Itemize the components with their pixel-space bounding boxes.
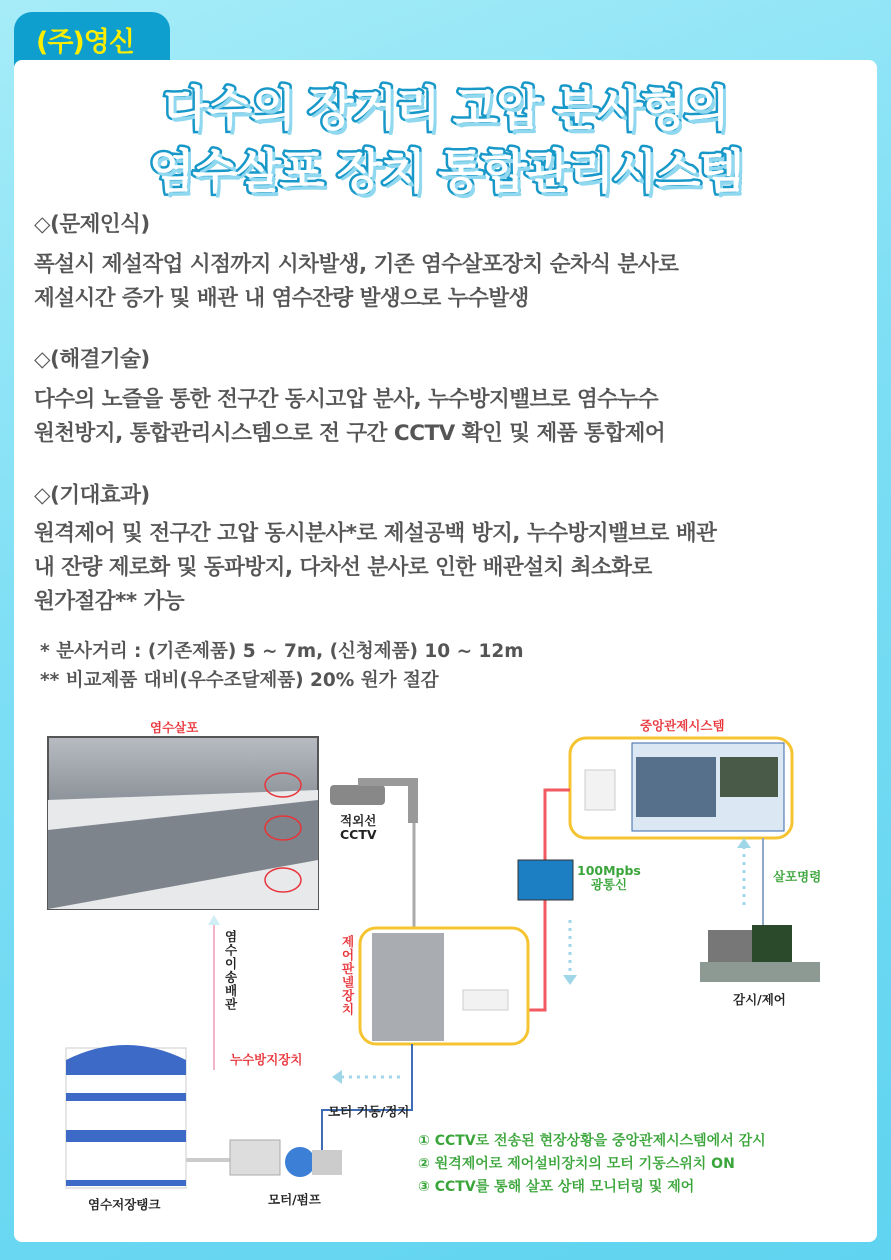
company-name: (주)영신 <box>36 27 134 58</box>
label-pipe: 염수이송배관 <box>223 930 238 1011</box>
section-line: 폭설시 제설작업 시점까지 시차발생, 기존 염수살포장치 순차식 분사로 <box>34 252 679 277</box>
section-line: 원격제어 및 전구간 고압 동시분사*로 제설공백 방지, 누수방지밸브로 배관 <box>34 521 717 546</box>
section-line: 내 잔량 제로화 및 동파방지, 다차선 분사로 인한 배관설치 최소화로 <box>34 555 652 580</box>
label-network: 100Mpbs 광통신 <box>577 863 641 892</box>
step: ① CCTV로 전송된 현장상황을 중앙관제시스템에서 감시 <box>418 1133 766 1149</box>
label-panel: 제어판넬장치 <box>340 935 355 1016</box>
label-spray: 염수살포 <box>150 720 199 735</box>
section-line: 다수의 노즐을 통한 전구간 동시고압 분사, 누수방지밸브로 염수누수 <box>34 387 659 412</box>
brine-tank-icon <box>66 1045 186 1188</box>
section-heading-solution: ◇(해결기술) <box>34 347 150 372</box>
step: ② 원격제어로 제어설비장치의 모터 기동스위치 ON <box>418 1156 735 1172</box>
section-heading-effect: ◇(기대효과) <box>34 483 150 508</box>
road-photo <box>48 737 318 909</box>
label-cctv: 적외선 CCTV <box>340 813 377 842</box>
step: ③ CCTV를 통해 살포 상태 모니터링 및 제어 <box>418 1179 695 1195</box>
page-title-line-2: 염수살포 장치 통합관리시스템 <box>149 145 742 200</box>
control-room-icon <box>700 925 820 982</box>
page-title-line-1: 다수의 장거리 고압 분사형의 <box>163 82 728 137</box>
control-panel-frame <box>360 928 528 1044</box>
label-tank: 염수저장탱크 <box>88 1197 161 1212</box>
footnote: ** 비교제품 대비(우수조달제품) 20% 원가 절감 <box>40 670 439 691</box>
section-line: 원가절감** 가능 <box>34 589 185 614</box>
label-pump: 모터/펌프 <box>268 1192 321 1207</box>
section-line: 원천방지, 통합관리시스템으로 전 구간 CCTV 확인 및 제품 통합제어 <box>34 421 666 446</box>
motor-pump-icon <box>230 1140 342 1177</box>
section-heading-problem: ◇(문제인식) <box>34 212 150 237</box>
label-leak: 누수방지장치 <box>230 1052 303 1067</box>
central-control-frame <box>570 738 792 838</box>
section-line: 제설시간 증가 및 배관 내 염수잔량 발생으로 누수발생 <box>34 286 529 311</box>
label-command: 살포명령 <box>773 869 822 884</box>
process-steps <box>418 1130 766 1199</box>
label-motor-cmd: 모터 기동/정지 <box>328 1104 410 1119</box>
network-icon <box>518 860 573 900</box>
label-monitor: 감시/제어 <box>733 992 786 1007</box>
label-central: 중앙관제시스템 <box>640 718 725 733</box>
footnote: * 분사거리 : (기존제품) 5 ~ 7m, (신청제품) 10 ~ 12m <box>40 641 524 662</box>
